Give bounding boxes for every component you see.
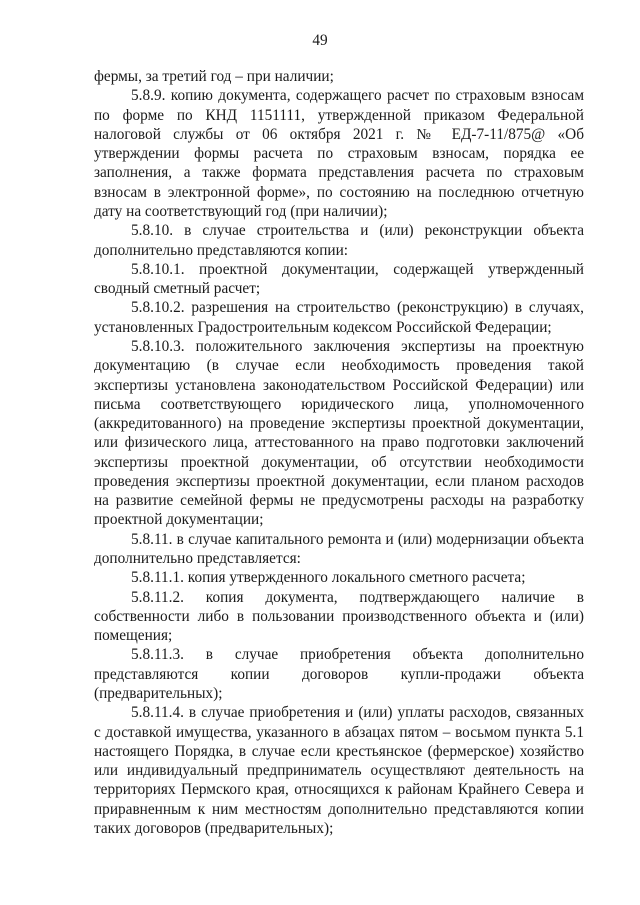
paragraph-5-8-11-1: 5.8.11.1. копия утвержденного локального сметного расчета; (131, 569, 526, 587)
page-number: 49 (312, 32, 328, 49)
paragraph-5-8-10-2: 5.8.10.2. разрешения на строительство (реконструкцию) в случаях, установленных Градостроительным кодексом Российской Федерации; (94, 299, 584, 336)
paragraph-5-8-11-3: 5.8.11.3. в случае приобретения объекта дополнительно представляются копии договоров купли-продажи объекта (предварительных); (94, 646, 584, 702)
paragraph-5-8-10-3: 5.8.10.3. положительного заключения экспертизы на проектную документацию (в случае если необходимость проведения такой экспертизы установлена законодательством Российской Федерации) или письма соответствующего юридического лица, уполномоченного (аккредитованного) на проведение экспертизы проектной документации, или физического лица, аттестованного на право подготовки заключений экспертизы проектной документации, об отсутствии необходимости проведения экспертизы проектной документации, если планом расходов на развитие семейной фермы не предусмотрены расходы на разработку проектной документации; (94, 337, 584, 529)
paragraph-5-8-10-1: 5.8.10.1. проектной документации, содержащей утвержденный сводный сметный расчет; (94, 260, 584, 298)
paragraph-5-8-11-2: 5.8.11.2. копия документа, подтверждающего наличие в собственности либо в пользовании производственного объекта и (или) помещения; (94, 588, 584, 645)
paragraph-5-8-11: 5.8.11. в случае капитального ремонта и (или) модернизации объекта дополнительно представляется: (94, 530, 584, 568)
paragraph-continuation: фермы, за третий год – при наличии; (94, 68, 334, 85)
paragraph-5-8-9: 5.8.9. копию документа, содержащего расчет по страховым взносам по форме по КНД 1151111, утвержденной приказом Федеральной налоговой службы от 06 октября 2021 г. № ЕД-7-11/875@ «Об утверждении формы расчета по страховым взносам, порядка ее заполнения, а также формата представления расчета по страховым взносам в электронной форме», по состоянию на последнюю отчетную дату на соответствующий год (при наличии); (94, 87, 584, 220)
paragraph-5-8-11-4: 5.8.11.4. в случае приобретения и (или) уплаты расходов, связанных с доставкой имущества, указанного в абзацах пятом – восьмом пункта 5.1 настоящего Порядка, в случае если крестьянское (фермерское) хозяйство или индивидуальный предприниматель осуществляют деятельность на территориях Пермского края, относящихся к районам Крайнего Севера и приравненным к ним местностям дополнительно представляются копии таких договоров (предварительных); (94, 704, 584, 837)
paragraph-5-8-10: 5.8.10. в случае строительства и (или) реконструкции объекта дополнительно представляются копии: (94, 222, 584, 259)
document-body (94, 67, 584, 838)
